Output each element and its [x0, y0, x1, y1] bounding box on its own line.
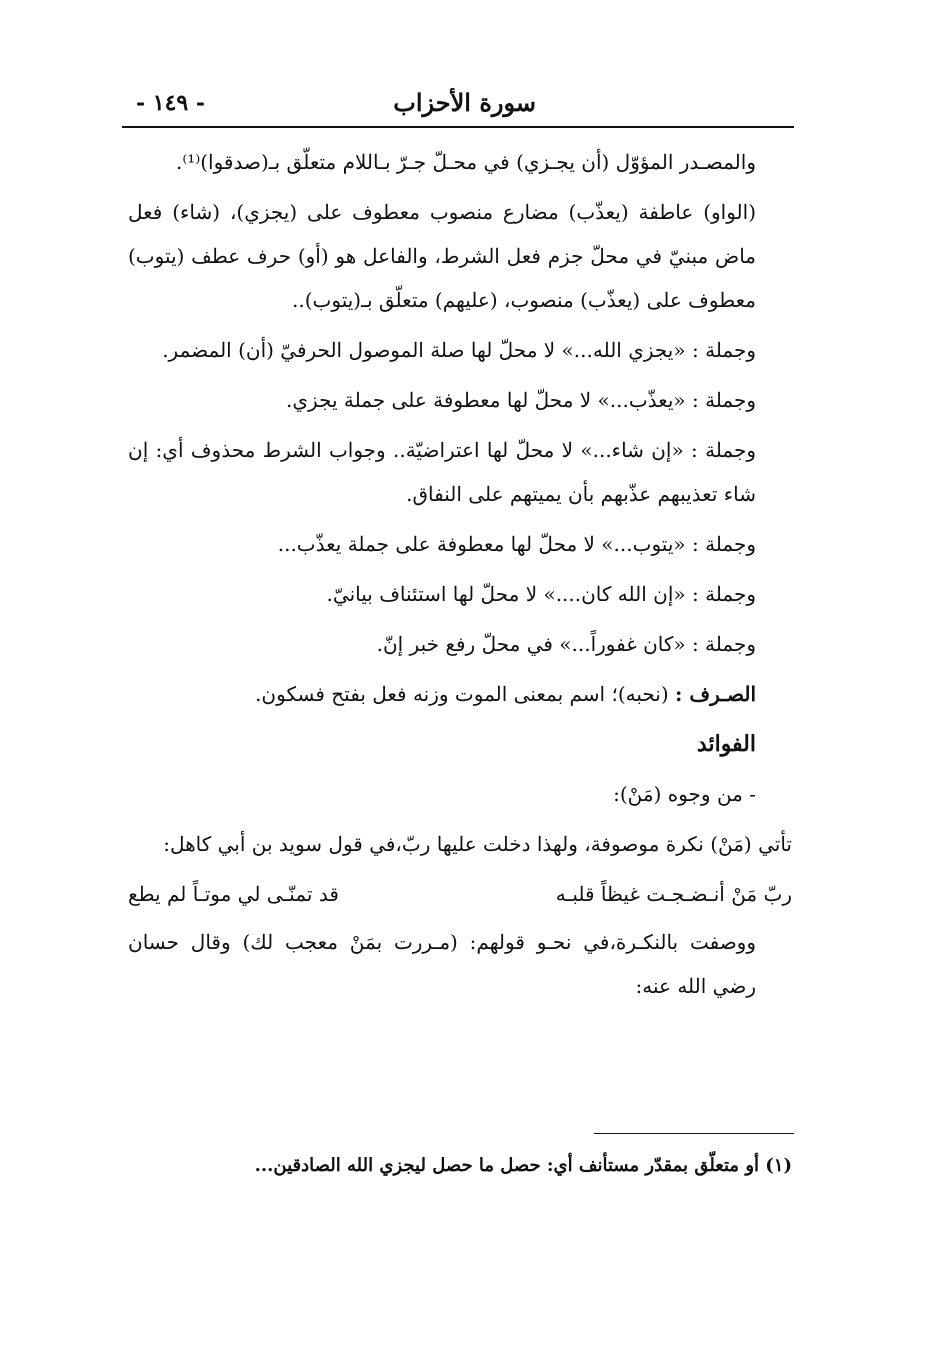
page-header	[122, 86, 794, 122]
fawaid-heading: الفوائد	[696, 731, 756, 757]
paragraph-jumla-5: وجملة : «إن الله كان....» لا محلّ لها استئناف بيانيّ.	[326, 582, 756, 606]
header-rule	[122, 126, 794, 128]
paragraph-jumla-6: وجملة : «كان غفوراً...» في محلّ رفع خبر إنّ.	[376, 632, 756, 656]
verse-second-hemistich: قد تمنّـى لي موتـاً لم يطع	[128, 882, 339, 906]
paragraph-masdar: والمصـدر المؤوّل (أن يجـزي) في محـلّ جـرّ بـاللام متعلّق بـ(صدقوا)⁽¹⁾.	[176, 150, 756, 174]
footnote-rule	[594, 1133, 794, 1134]
sarf-paragraph	[128, 672, 792, 716]
page-body	[128, 140, 792, 1014]
surah-title: سورة الأحزاب	[393, 88, 536, 117]
sarf-text: (نحبه)؛ اسم بمعنى الموت وزنه فعل بفتح فسكون.	[255, 682, 669, 706]
poetry-verse	[128, 872, 792, 916]
footnote: (١) أو متعلّق بمقدّر مستأنف أي: حصل ما حصل ليجزي الله الصادقين...	[254, 1155, 792, 1176]
fawaid-paragraph-2: ووصفت بالنكـرة،في نحـو قولهم: (مـررت بمَنْ معجب لك) وقال حسان رضي الله عنه:	[128, 930, 756, 998]
page-number: - ١٤٩ -	[136, 90, 206, 116]
fawaid-paragraph-1: تأتي (مَنْ) نكرة موصوفة، ولهذا دخلت عليها ربّ،في قول سويد بن أبي كاهل:	[163, 832, 792, 856]
paragraph-jumla-2: وجملة : «يعذّب...» لا محلّ لها معطوفة على جملة يجزي.	[286, 388, 756, 412]
paragraph-jumla-1: وجملة : «يجزي الله...» لا محلّ لها صلة الموصول الحرفيّ (أن) المضمر.	[162, 338, 756, 362]
sarf-label: الصـرف :	[675, 682, 756, 706]
paragraph-waw: (الواو) عاطفة (يعذّب) مضارع منصوب معطوف على (يجزي)، (شاء) فعل ماض مبنيّ في محلّ جزم فعل الشرط، والفاعل هو (أو) حرف عطف (يتوب) معطوف على (يعذّب) منصوب، (عليهم) متعلّق بـ(يتوب)..	[128, 200, 756, 312]
paragraph-jumla-4: وجملة : «يتوب...» لا محلّ لها معطوفة على جملة يعذّب...	[277, 532, 756, 556]
fawaid-item: - من وجوه (مَنْ):	[613, 782, 756, 806]
paragraph-jumla-3: وجملة : «إن شاء...» لا محلّ لها اعتراضيّة.. وجواب الشرط محذوف أي: إن شاء تعذيبهم عذّبهم بأن يميتهم على النفاق.	[128, 438, 756, 506]
verse-first-hemistich: ربّ مَنْ أنـضـجـت غيظاً قلبـه	[555, 882, 792, 906]
